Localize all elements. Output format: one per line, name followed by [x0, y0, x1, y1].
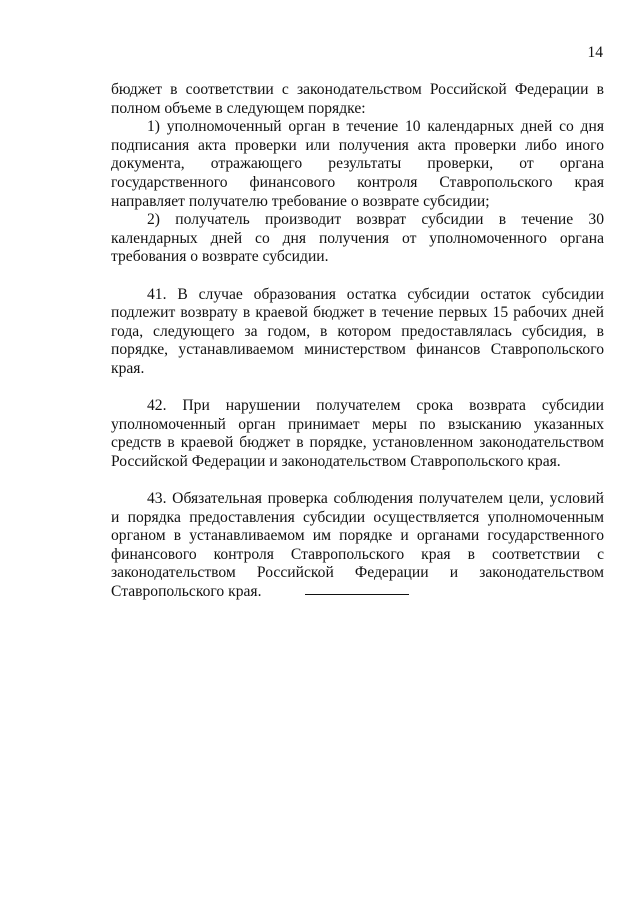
paragraph-41: 41. В случае образования остатка субсидии остаток субсидии подлежит возврату в краевой бюджет в течение первых 15 рабочих дней года, следующего за годом, в котором предоставлялась субсидия, в порядке, устанавливаемом министерством финансов Ставропольского края.	[111, 285, 604, 377]
end-separator-line	[305, 594, 409, 595]
paragraph-item-1: 1) уполномоченный орган в течение 10 календарных дней со дня подписания акта проверки или получения акта проверки либо иного документа, отражающего результаты проверки, от органа государственного финансового контроля Ставропольского края направляет получателю требование о возврате субсидии;	[111, 118, 604, 210]
paragraph-42: 42. При нарушении получателем срока возврата субсидии уполномоченный орган принимает меры по взысканию указанных средств в краевой бюджет в порядке, установленном законодательством Российской Федерации и законодательством Ставропольского края.	[111, 397, 604, 470]
paragraph-43: 43. Обязательная проверка соблюдения получателем цели, условий и порядка предоставления субсидии осуществляется уполномоченным органом в устанавливаемом им порядке и органами государственного финансового контроля Ставропольского края в соответствии с законодательством Российской Федерации и законодательством Ставропольского края.	[111, 490, 604, 601]
page-number: 14	[587, 44, 603, 61]
document-body	[111, 81, 604, 602]
paragraph-continuation: бюджет в соответствии с законодательством Российской Федерации в полном объеме в следующем порядке:	[111, 81, 604, 117]
paragraph-item-2: 2) получатель производит возврат субсидии в течение 30 календарных дней со дня получения от уполномоченного органа требования о возврате субсидии.	[111, 211, 604, 266]
